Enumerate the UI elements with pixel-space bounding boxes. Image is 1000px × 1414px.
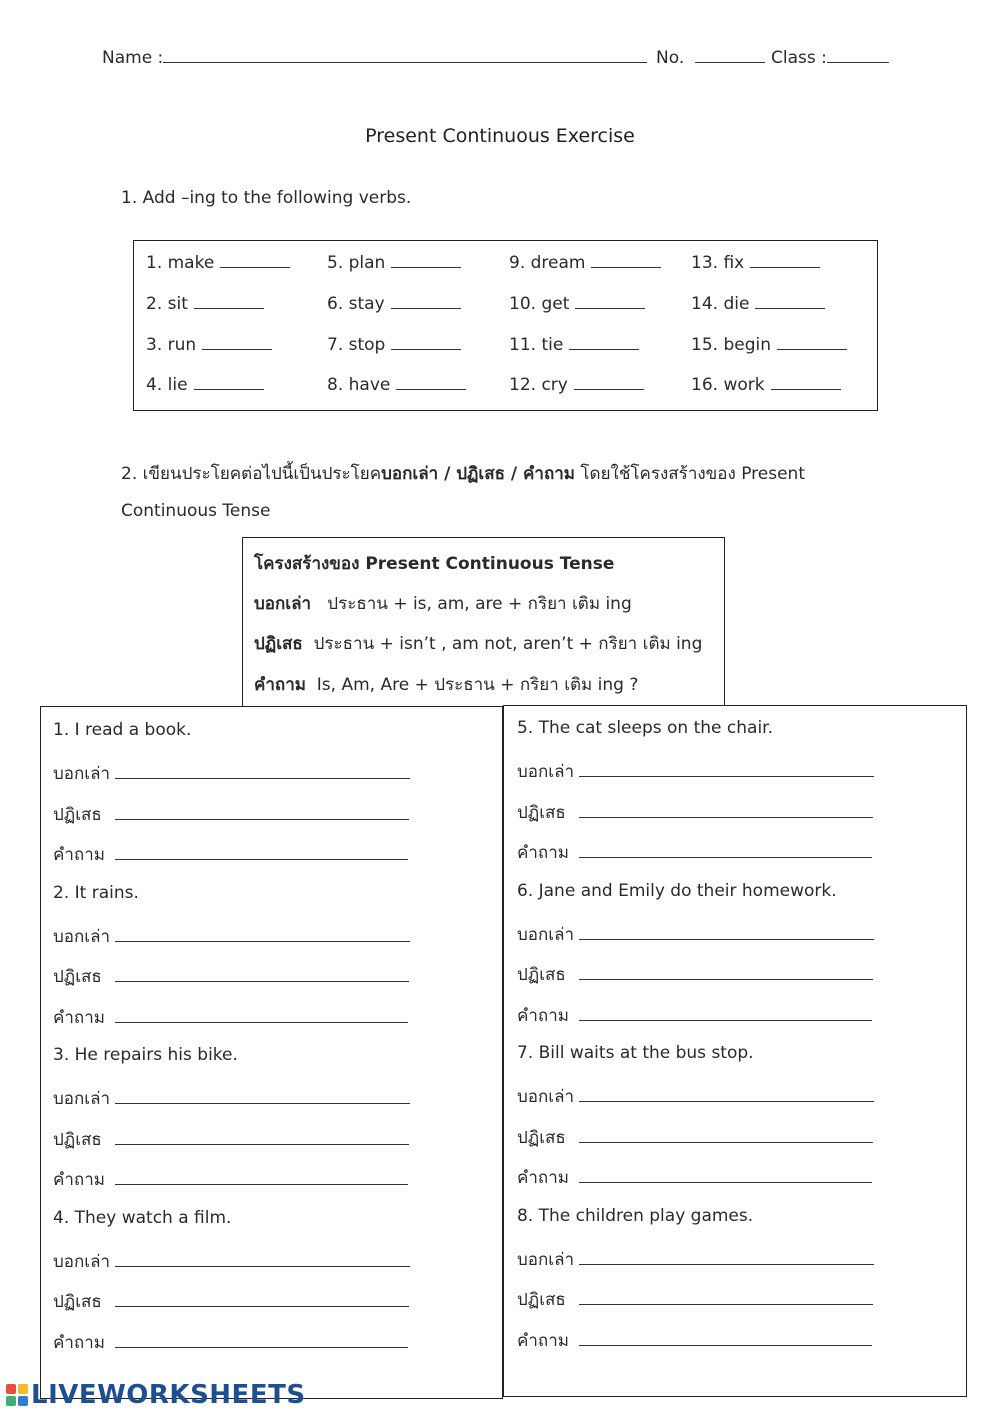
exercise-sentence: 8. The children play games. [517,1205,754,1226]
structure-affirmative [254,590,632,617]
verb-item [509,294,645,314]
logo-icon-tile [6,1384,16,1394]
verb-item [509,375,644,395]
negative-answer-blank[interactable] [115,1144,409,1145]
exercise-answer-row [517,961,873,988]
logo-icon-tile [18,1384,28,1394]
verb-label: 14. die [691,294,750,314]
negative-answer-blank[interactable] [115,981,409,982]
structure-question-text: Is, Am, Are + ประธาน + กริยา เติม ing ? [316,675,639,695]
part2-instruction-text-b: โดยใช้โครงสร้างของ Present [575,464,805,484]
exercise-sentence: 2. It rains. [53,882,139,903]
structure-affirmative-label: บอกเล่า [254,594,312,614]
verb-label: 2. sit [146,294,188,314]
verb-label: 3. run [146,335,197,355]
name-blank[interactable] [163,62,647,63]
logo-icon [6,1384,28,1406]
verb-item [146,253,290,273]
part1-instruction: 1. Add –ing to the following verbs. [121,188,412,208]
verb-label: 1. make [146,253,215,273]
exercise-sentence: 1. I read a book. [53,720,192,740]
structure-question [254,671,638,698]
exercise-answer-row [53,963,409,990]
verb-item [146,375,264,395]
negative-label: ปฏิเสธ [53,804,102,825]
exercise-answer-row [53,1166,408,1193]
verb-label: 9. dream [509,253,586,273]
structure-heading: โครงสร้างของ Present Continuous Tense [254,554,615,574]
negative-label: ปฏิเสธ [517,802,566,823]
verb-item [327,375,466,395]
verb-label: 13. fix [691,253,745,273]
negative-answer-blank[interactable] [115,1306,409,1307]
logo-text: LIVEWORKSHEETS [31,1380,306,1410]
affirmative-answer-blank[interactable] [579,1264,874,1265]
verb-answer-blank[interactable] [777,349,847,350]
number-blank[interactable] [695,62,765,63]
exercise-answer-row [53,923,410,950]
affirmative-label: บอกเล่า [517,1087,575,1107]
negative-answer-blank[interactable] [579,817,873,818]
verb-label: 10. get [509,294,570,314]
negative-answer-blank[interactable] [579,979,873,980]
affirmative-label: บอกเล่า [53,1089,111,1109]
part2-instruction-line2: Continuous Tense [121,501,271,521]
part2-instruction-text-a: 2. เขียนประโยคต่อไปนี้เป็นประโยค [121,464,382,484]
verb-item [327,294,461,314]
negative-label: ปฏิเสธ [53,967,102,987]
question-label: คำถาม [517,1330,569,1351]
structure-negative-label: ปฏิเสธ [254,634,303,654]
question-answer-blank[interactable] [579,857,872,858]
verb-item [691,294,825,314]
question-answer-blank[interactable] [579,1182,872,1183]
part2-instruction-bold: บอกเล่า / ปฏิเสธ / คำถาม [381,464,575,484]
verb-label: 8. have [327,375,391,395]
negative-label: ปฏิเสธ [53,1129,102,1150]
affirmative-label: บอกเล่า [53,764,111,784]
verb-label: 11. tie [509,335,564,355]
negative-label: ปฏิเสธ [517,965,566,985]
exercise-sentence: 5. The cat sleeps on the chair. [517,718,774,738]
number-label: No. [656,48,685,68]
negative-label: ปฏิเสธ [517,1290,566,1310]
affirmative-answer-blank[interactable] [115,941,410,942]
exercise-answer-row [517,1083,874,1110]
logo-icon-tile [18,1396,28,1406]
question-answer-blank[interactable] [579,1020,872,1021]
question-label: คำถาม [517,1005,569,1026]
negative-label: ปฏิเสธ [517,1127,566,1148]
structure-negative-text: ประธาน + isn’t , am not, aren’t + กริยา เติม ing [313,634,703,654]
exercise-answer-row [517,1124,873,1151]
exercise-answer-row [53,1004,408,1031]
exercise-answer-row [517,1246,874,1273]
question-answer-blank[interactable] [115,859,408,860]
class-field [771,48,889,68]
affirmative-label: บอกเล่า [517,762,575,782]
name-label: Name : [102,48,164,68]
verb-answer-blank[interactable] [194,389,264,390]
verb-item [327,253,461,273]
verb-answer-blank[interactable] [391,349,461,350]
structure-question-label: คำถาม [254,675,306,695]
liveworksheets-logo[interactable] [6,1380,306,1410]
verb-item [691,375,841,395]
negative-answer-blank[interactable] [115,819,409,820]
exercise-answer-row [517,839,872,866]
structure-affirmative-text: ประธาน + is, am, are + กริยา เติม ing [327,594,632,614]
question-answer-blank[interactable] [115,1184,408,1185]
exercise-sentence: 4. They watch a film. [53,1207,232,1228]
question-label: คำถาม [53,1007,105,1028]
exercise-answer-row [53,841,408,868]
page-title: Present Continuous Exercise [365,125,635,147]
affirmative-answer-blank[interactable] [579,776,874,777]
exercise-answer-row [53,1126,409,1153]
question-label: คำถาม [517,1168,569,1188]
affirmative-answer-blank[interactable] [115,1266,410,1267]
verb-answer-blank[interactable] [194,308,264,309]
verb-answer-blank[interactable] [202,349,272,350]
verb-label: 12. cry [509,375,568,395]
verb-answer-blank[interactable] [771,389,841,390]
part2-instruction [121,460,805,487]
structure-negative [254,630,702,657]
affirmative-label: บอกเล่า [53,926,111,947]
exercise-answer-row [53,801,409,828]
affirmative-answer-blank[interactable] [579,1101,874,1102]
verb-answer-blank[interactable] [574,389,644,390]
exercise-sentence: 6. Jane and Emily do their homework. [517,880,837,901]
verb-item [509,335,639,355]
affirmative-label: บอกเล่า [517,1249,575,1270]
question-label: คำถาม [53,1170,105,1190]
verb-item [691,335,847,355]
verb-label: 15. begin [691,335,771,355]
exercise-answer-row [53,1329,408,1356]
verb-answer-blank[interactable] [391,308,461,309]
verb-answer-blank[interactable] [755,308,825,309]
verb-label: 5. plan [327,253,386,273]
exercise-answer-row [53,1248,410,1275]
class-label: Class : [771,48,827,68]
question-answer-blank[interactable] [115,1347,408,1348]
exercise-answer-row [517,1286,873,1313]
exercise-answer-row [53,760,410,787]
question-answer-blank[interactable] [115,1022,408,1023]
question-label: คำถาม [517,843,569,863]
question-answer-blank[interactable] [579,1345,872,1346]
exercise-answer-row [517,799,873,826]
exercise-answer-row [53,1085,410,1112]
verb-answer-blank[interactable] [396,389,466,390]
number-field [656,48,765,68]
exercise-sentence: 3. He repairs his bike. [53,1045,238,1065]
exercise-answer-row [517,1002,872,1029]
exercise-answer-row [517,1164,872,1191]
verb-answer-blank[interactable] [575,308,645,309]
exercise-answer-row [517,758,874,785]
negative-answer-blank[interactable] [579,1304,873,1305]
verb-answer-blank[interactable] [391,267,461,268]
exercise-answer-row [517,921,874,948]
verb-answer-blank[interactable] [220,267,290,268]
verb-label: 16. work [691,375,765,395]
question-label: คำถาม [53,845,105,865]
class-blank[interactable] [827,62,889,63]
verb-item [146,335,272,355]
verb-answer-blank[interactable] [750,267,820,268]
affirmative-label: บอกเล่า [53,1251,111,1272]
verb-label: 6. stay [327,294,385,314]
exercise-answer-row [517,1327,872,1354]
verb-item [509,253,661,273]
verb-answer-blank[interactable] [569,349,639,350]
exercise-answer-row [53,1288,409,1315]
verb-item [146,294,264,314]
affirmative-answer-blank[interactable] [115,778,410,779]
logo-icon-tile [6,1396,16,1406]
affirmative-label: บอกเล่า [517,924,575,945]
negative-label: ปฏิเสธ [53,1292,102,1312]
question-label: คำถาม [53,1332,105,1353]
affirmative-answer-blank[interactable] [115,1103,410,1104]
verb-answer-blank[interactable] [591,267,661,268]
verb-label: 7. stop [327,335,386,355]
verb-item [691,253,820,273]
exercise-sentence: 7. Bill waits at the bus stop. [517,1043,754,1063]
negative-answer-blank[interactable] [579,1142,873,1143]
name-field [102,48,647,68]
verb-label: 4. lie [146,375,188,395]
verb-item [327,335,461,355]
affirmative-answer-blank[interactable] [579,939,874,940]
